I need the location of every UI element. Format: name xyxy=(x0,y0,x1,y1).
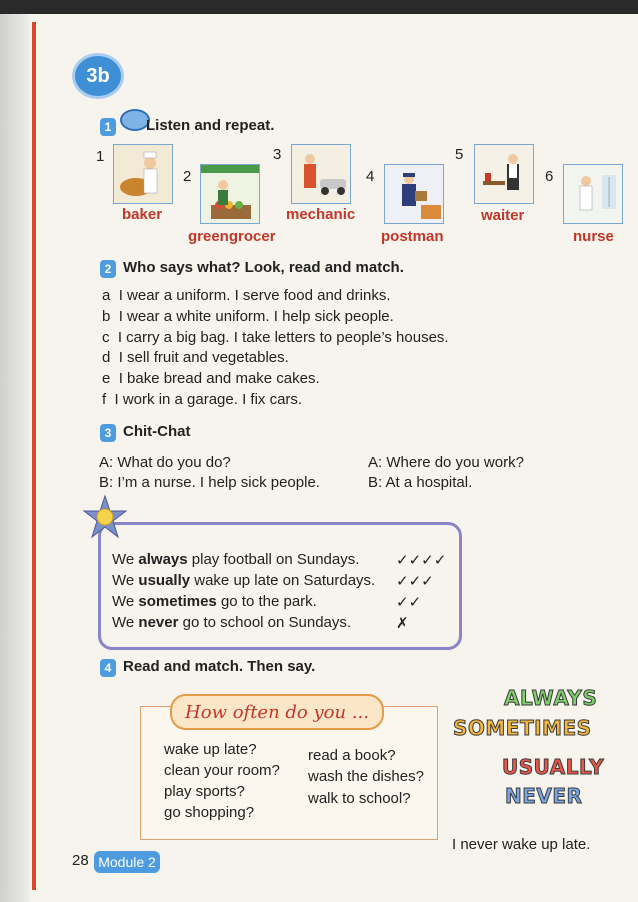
section-1-title: Listen and repeat. xyxy=(146,117,275,134)
match-item: c I carry a big bag. I take letters to people’s houses. xyxy=(102,329,449,346)
example-answer: I never wake up late. xyxy=(452,836,591,853)
scan-top-edge xyxy=(0,0,638,14)
job-label-greengrocer: greengrocer xyxy=(188,228,276,245)
frequency-ticks: ✗ xyxy=(396,614,409,632)
dialogue-line: B: I’m a nurse. I help sick people. xyxy=(99,474,320,491)
match-item: f I work in a garage. I fix cars. xyxy=(102,391,303,408)
activity-question: play sports? xyxy=(164,783,245,800)
unit-badge: 3b xyxy=(75,56,121,96)
activity-question: wash the dishes? xyxy=(308,768,424,785)
grammar-star-icon xyxy=(82,494,128,540)
job-label-mechanic: mechanic xyxy=(286,206,356,223)
match-item: b I wear a white uniform. I help sick people. xyxy=(102,308,394,325)
frequency-ticks: ✓✓ xyxy=(396,593,422,611)
section-4-title: Read and match. Then say. xyxy=(123,658,316,675)
dialogue-line: A: Where do you work? xyxy=(368,454,524,471)
postman-picture xyxy=(384,164,444,224)
page-number: 28 xyxy=(72,852,89,869)
greengrocer-picture xyxy=(200,164,260,224)
margin-stripe xyxy=(32,22,36,890)
job-number: 2 xyxy=(183,168,192,185)
book-spine xyxy=(0,14,30,902)
job-number: 3 xyxy=(273,146,282,163)
activity-question: walk to school? xyxy=(308,790,411,807)
section-2-title: Who says what? Look, read and match. xyxy=(123,259,404,276)
how-often-title: How often do you ... xyxy=(170,694,384,730)
match-item: e I bake bread and make cakes. xyxy=(102,370,320,387)
activity-question: clean your room? xyxy=(164,762,280,779)
activity-question: read a book? xyxy=(308,747,396,764)
frequency-sentence: We never go to school on Sundays. xyxy=(112,614,352,631)
module-badge: Module 2 xyxy=(94,851,160,873)
job-label-waiter: waiter xyxy=(481,207,525,224)
section-1-number: 1 xyxy=(100,118,116,136)
activity-question: wake up late? xyxy=(164,741,257,758)
job-number: 1 xyxy=(96,148,105,165)
word-sometimes: SOMETIMES xyxy=(453,716,592,740)
job-label-postman: postman xyxy=(381,228,444,245)
frequency-sentence: We always play football on Sundays. xyxy=(112,551,360,568)
match-item: a I wear a uniform. I serve food and drinks. xyxy=(102,287,391,304)
job-label-baker: baker xyxy=(122,206,163,223)
nurse-picture xyxy=(563,164,623,224)
job-number: 5 xyxy=(455,146,464,163)
dialogue-line: B: At a hospital. xyxy=(368,474,473,491)
word-never: NEVER xyxy=(505,784,583,808)
section-4-number: 4 xyxy=(100,659,116,677)
match-item: d I sell fruit and vegetables. xyxy=(102,349,289,366)
frequency-sentence: We usually wake up late on Saturdays. xyxy=(112,572,376,589)
frequency-ticks: ✓✓✓ xyxy=(396,572,434,590)
mechanic-picture xyxy=(291,144,351,204)
activity-question: go shopping? xyxy=(164,804,255,821)
dialogue-line: A: What do you do? xyxy=(99,454,231,471)
frequency-ticks: ✓✓✓✓ xyxy=(396,551,447,569)
frequency-sentence: We sometimes go to the park. xyxy=(112,593,317,610)
baker-picture xyxy=(113,144,173,204)
waiter-picture xyxy=(474,144,534,204)
word-always: ALWAYS xyxy=(504,686,598,710)
job-label-nurse: nurse xyxy=(573,228,614,245)
word-usually: USUALLY xyxy=(502,755,605,779)
job-number: 4 xyxy=(366,168,375,185)
section-3-title: Chit-Chat xyxy=(123,423,191,440)
section-2-number: 2 xyxy=(100,260,116,278)
job-number: 6 xyxy=(545,168,554,185)
section-3-number: 3 xyxy=(100,424,116,442)
